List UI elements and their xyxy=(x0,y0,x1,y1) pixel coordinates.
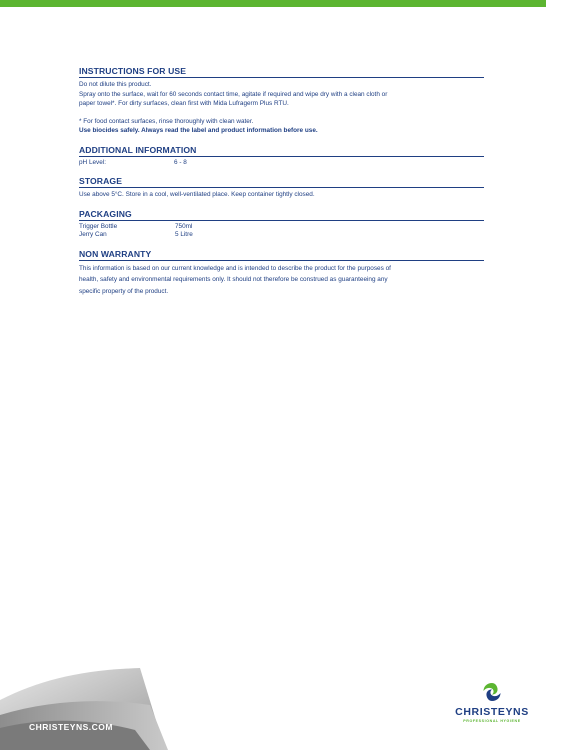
storage-text: Use above 5°C. Store in a cool, well-ventilated place. Keep container tightly closed. xyxy=(79,191,315,199)
warranty-line: health, safety and environmental requirements only. It should not therefore be construed as guaranteeing any xyxy=(79,276,388,284)
packaging-row xyxy=(79,231,484,240)
top-accent-bar xyxy=(0,0,546,7)
section-storage xyxy=(79,176,484,200)
instruction-line: Do not dilute this product. xyxy=(79,81,152,88)
packaging-size: 750ml xyxy=(175,222,193,230)
instruction-line: * For food contact surfaces, rinse thoroughly with clean water. xyxy=(79,117,254,125)
brand-tagline: PROFESSIONAL HYGIENE xyxy=(463,719,521,723)
footer-decorative-shape xyxy=(0,660,180,750)
section-heading: ADDITIONAL INFORMATION xyxy=(79,145,484,157)
ph-value: 6 - 8 xyxy=(174,158,187,166)
ph-label: pH Level: xyxy=(79,158,106,166)
section-heading: NON WARRANTY xyxy=(79,249,484,261)
section-packaging xyxy=(79,209,484,240)
section-heading: PACKAGING xyxy=(79,209,484,221)
section-additional-information xyxy=(79,145,484,168)
packaging-size: 5 Litre xyxy=(175,231,193,239)
warranty-line: specific property of the product. xyxy=(79,287,169,295)
biocide-warning: Use biocides safely. Always read the label and product information before use. xyxy=(79,127,318,134)
instruction-line: Spray onto the surface, wait for 60 seconds contact time, agitate if required and wipe dry with a clean cloth or xyxy=(79,90,388,98)
section-instructions xyxy=(79,66,484,136)
brand-name: CHRISTEYNS xyxy=(455,706,529,718)
packaging-row xyxy=(79,223,484,232)
packaging-name: Jerry Can xyxy=(79,231,107,239)
ph-row xyxy=(79,159,484,168)
packaging-name: Trigger Bottle xyxy=(79,222,118,230)
warranty-line: This information is based on our current knowledge and is intended to describe the product for the purposes of xyxy=(79,265,391,273)
brand-block xyxy=(442,682,542,723)
section-heading: INSTRUCTIONS FOR USE xyxy=(79,66,484,78)
section-non-warranty xyxy=(79,249,484,297)
spacer xyxy=(79,109,484,117)
website-link[interactable]: CHRISTEYNS.COM xyxy=(29,722,113,732)
document-body xyxy=(79,66,484,306)
section-heading: STORAGE xyxy=(79,176,484,188)
christeyns-logo-icon xyxy=(482,682,502,702)
instruction-line: paper towel*. For dirty surfaces, clean first with Mida Lufragerm Plus RTU. xyxy=(79,100,289,107)
